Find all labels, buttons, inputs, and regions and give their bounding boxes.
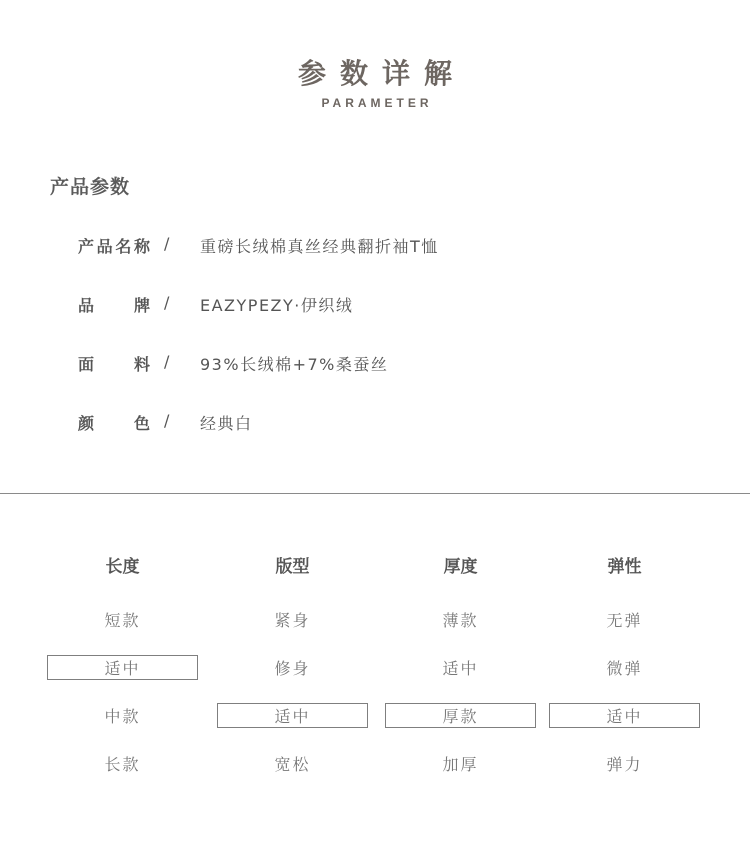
param-value: EAZYPEZY·伊织绒: [200, 296, 354, 315]
param-row-brand: [78, 293, 678, 317]
param-row-fabric: [78, 352, 678, 376]
attribute-option: 修身: [274, 659, 311, 678]
attribute-column-fit: [217, 550, 368, 776]
attribute-option-selected: 适中: [217, 703, 368, 728]
attribute-option: 紧身: [274, 611, 311, 630]
attribute-option: 中款: [104, 707, 141, 726]
page-subtitle: PARAMETER: [321, 96, 433, 110]
attribute-option-selected: 适中: [47, 655, 198, 680]
attribute-option-selected: 适中: [549, 703, 700, 728]
attribute-option: 长款: [104, 755, 141, 774]
param-value: 经典白: [200, 414, 253, 433]
section-divider: [0, 493, 750, 494]
attribute-column-length: [47, 550, 198, 776]
attribute-header: 版型: [275, 557, 310, 577]
attribute-header: 厚度: [443, 557, 478, 577]
section-title: 产品参数: [50, 176, 131, 198]
attribute-option: 短款: [104, 611, 141, 630]
attribute-option: 弹力: [606, 755, 643, 774]
param-value: 重磅长绒棉真丝经典翻折袖T恤: [200, 237, 439, 256]
attribute-option: 适中: [442, 659, 479, 678]
attribute-option: 宽松: [274, 755, 311, 774]
attribute-column-elasticity: [549, 550, 700, 776]
param-row-color: [78, 411, 678, 435]
attribute-option: 薄款: [442, 611, 479, 630]
param-row-product-name: [78, 234, 678, 258]
attribute-header: 弹性: [607, 557, 642, 577]
param-label: 品牌: [78, 296, 150, 315]
param-separator: /: [164, 352, 170, 371]
attribute-header: 长度: [105, 557, 140, 577]
param-separator: /: [164, 234, 170, 253]
attribute-option: 无弹: [606, 611, 643, 630]
param-separator: /: [164, 293, 170, 312]
param-label: 面料: [78, 355, 150, 374]
param-separator: /: [164, 411, 170, 430]
param-label: 颜色: [78, 414, 150, 433]
param-value: 93%长绒棉+7%桑蚕丝: [200, 355, 389, 374]
attribute-column-thickness: [385, 550, 536, 776]
attribute-option: 微弹: [606, 659, 643, 678]
attribute-option-selected: 厚款: [385, 703, 536, 728]
page-title: 参数详解: [297, 57, 466, 90]
param-label: 产品名称: [78, 237, 150, 256]
attribute-option: 加厚: [442, 755, 479, 774]
